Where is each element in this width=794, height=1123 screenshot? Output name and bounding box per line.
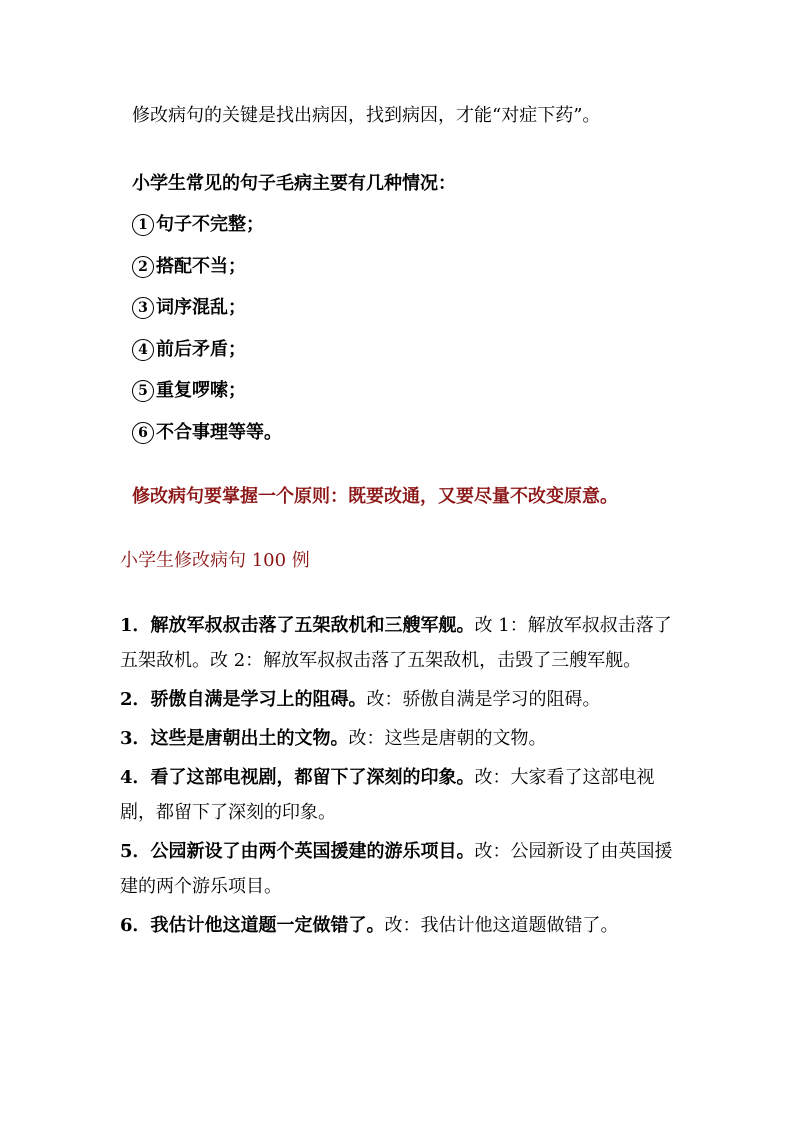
error-item-text: 不合事理等等。: [156, 422, 282, 443]
error-item-text: 重复啰嗦；: [156, 380, 246, 401]
example-prefix: 3．: [120, 728, 151, 749]
example-sentence: 我估计他这道题一定做错了。: [150, 915, 385, 936]
intro-paragraph: 修改病句的关键是找出病因，找到病因，才能“对症下药”。: [132, 105, 601, 126]
example-prefix: 2．: [120, 689, 151, 710]
example-item: [120, 760, 680, 830]
circled-number: 4: [132, 339, 154, 361]
examples-list: [120, 608, 680, 947]
example-fix: 改：大家看了这部电视剧，都留下了深刻的印象。: [120, 767, 655, 823]
error-item: [132, 213, 264, 237]
circled-number: 5: [132, 380, 154, 402]
error-item: [132, 421, 282, 445]
error-item-text: 词序混乱；: [156, 297, 246, 318]
section-subtitle: 小学生修改病句 100 例: [120, 550, 310, 571]
common-errors-heading: 小学生常见的句子毛病主要有几种情况：: [132, 173, 456, 194]
example-sentence: 解放军叔叔击落了五架敌机和三艘军舰。: [150, 615, 475, 636]
example-prefix: 6．: [120, 915, 151, 936]
circled-number: 3: [132, 297, 154, 319]
example-item: [120, 682, 680, 717]
error-item: [132, 338, 246, 362]
example-fix: 改：骄傲自满是学习的阻碍。: [366, 689, 601, 710]
example-item: [120, 908, 680, 943]
example-sentence: 骄傲自满是学习上的阻碍。: [150, 689, 367, 710]
error-item-text: 句子不完整；: [156, 214, 264, 235]
error-item: [132, 255, 246, 279]
circled-number: 6: [132, 422, 154, 444]
example-prefix: 1．: [120, 615, 151, 636]
example-fix: 改 1：解放军叔叔击落了五架敌机。改 2：解放军叔叔击落了五架敌机，击毁了三艘军舰。: [120, 615, 672, 671]
error-item-text: 前后矛盾；: [156, 339, 246, 360]
principle-statement: 修改病句要掌握一个原则：既要改通，又要尽量不改变原意。: [132, 486, 618, 507]
error-item: [132, 379, 246, 403]
example-fix: 改：公园新设了由英国援建的两个游乐项目。: [120, 841, 673, 897]
circled-number: 1: [132, 214, 154, 236]
example-prefix: 4．: [120, 767, 151, 788]
example-fix: 改：这些是唐朝的文物。: [348, 728, 547, 749]
error-item-text: 搭配不当；: [156, 256, 246, 277]
example-fix: 改：我估计他这道题做错了。: [384, 915, 619, 936]
error-item: [132, 296, 246, 320]
example-item: [120, 608, 680, 678]
example-sentence: 公园新设了由两个英国援建的游乐项目。: [150, 841, 475, 862]
example-item: [120, 834, 680, 904]
circled-number: 2: [132, 256, 154, 278]
example-prefix: 5．: [120, 841, 151, 862]
example-sentence: 这些是唐朝出土的文物。: [150, 728, 349, 749]
example-sentence: 看了这部电视剧，都留下了深刻的印象。: [150, 767, 475, 788]
example-item: [120, 721, 680, 756]
